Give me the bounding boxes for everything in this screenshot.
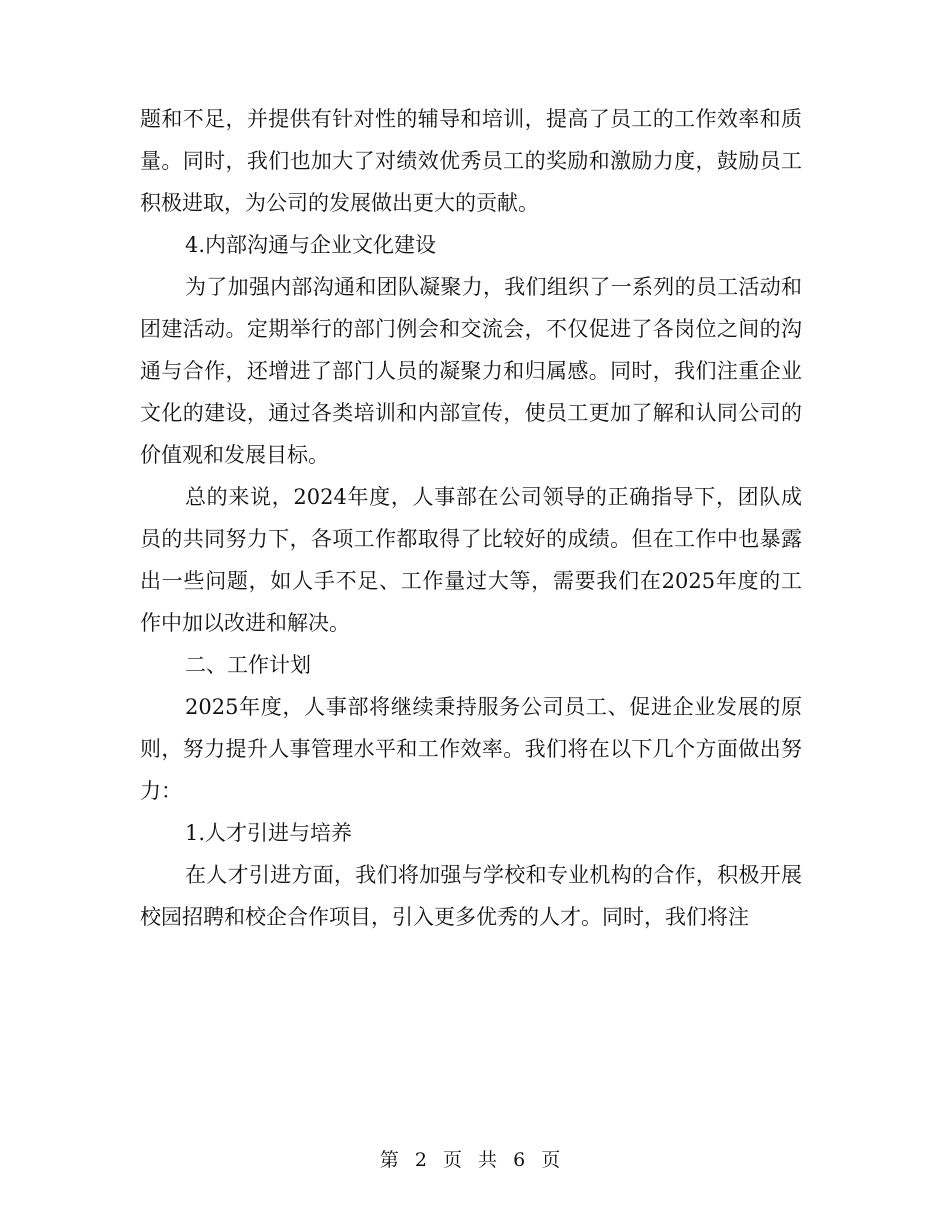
section-heading-talent: 1.人才引进与培养 <box>185 821 353 845</box>
footer-total-pages: 6 <box>513 1149 526 1171</box>
footer-label-unit: 页 <box>442 1149 462 1171</box>
paragraph-internal-communication: 为了加强内部沟通和团队凝聚力，我们组织了一系列的员工活动和团建活动。定期举行的部门例会和交流会，不仅促进了各岗位之间的沟通与合作，还增进了部门人员的凝聚力和归属感。同时，我们注重企业文化的建设，通过各类培训和内部宣传，使员工更加了解和认同公司的价值观和发展目标。 <box>140 275 802 467</box>
footer-current-page: 2 <box>414 1149 427 1171</box>
paragraph-talent: 在人才引进方面，我们将加强与学校和专业机构的合作，积极开展校园招聘和校企合作项目，引入更多优秀的人才。同时，我们将注 <box>140 863 802 929</box>
footer-label-page: 第 <box>379 1149 399 1171</box>
footer-label-total: 共 <box>478 1149 498 1171</box>
section-heading-work-plan: 二、工作计划 <box>185 653 311 677</box>
paragraph-summary: 总的来说，2024年度，人事部在公司领导的正确指导下，团队成员的共同努力下，各项工作都取得了比较好的成绩。但在工作中也暴露出一些问题，如人手不足、工作量过大等，需要我们在2025年度的工作中加以改进和解决。 <box>140 485 802 635</box>
document-body <box>140 98 802 938</box>
section-heading-internal-communication: 4.内部沟通与企业文化建设 <box>185 233 437 257</box>
paragraph-work-plan-intro: 2025年度，人事部将继续秉持服务公司员工、促进企业发展的原则，努力提升人事管理水平和工作效率。我们将在以下几个方面做出努力： <box>140 695 802 803</box>
footer-label-unit-2: 页 <box>541 1149 561 1171</box>
page-footer <box>0 1145 950 1175</box>
paragraph-performance-end: 题和不足，并提供有针对性的辅导和培训，提高了员工的工作效率和质量。同时，我们也加大了对绩效优秀员工的奖励和激励力度，鼓励员工积极进取，为公司的发展做出更大的贡献。 <box>140 107 802 215</box>
